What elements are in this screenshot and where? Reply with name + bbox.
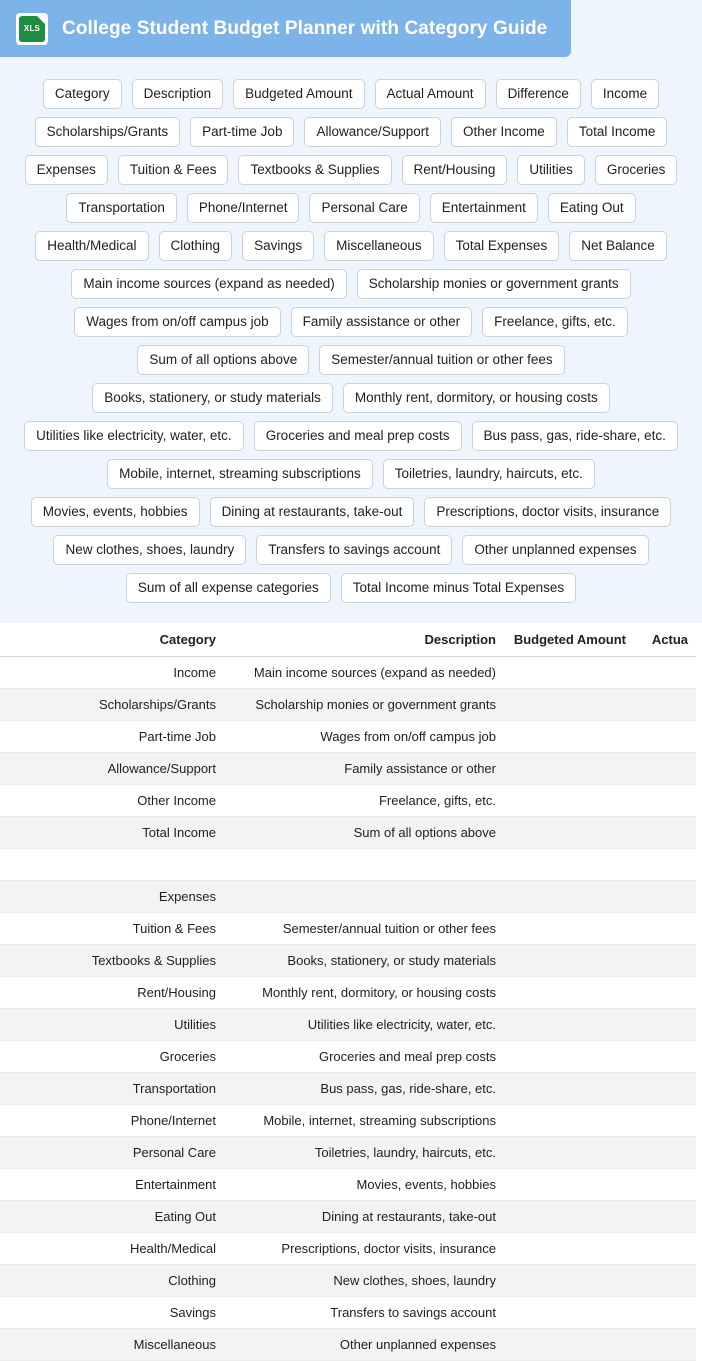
budgeted-amount-cell[interactable] [504,1297,634,1329]
chip-item[interactable]: Actual Amount [375,79,486,109]
row-number-cell[interactable] [0,1073,24,1105]
app-header [0,0,571,57]
row-number-cell[interactable] [0,1105,24,1137]
category-cell[interactable]: Miscellaneous [24,1329,224,1361]
description-cell[interactable]: Toiletries, laundry, haircuts, etc. [224,1137,504,1169]
category-cell[interactable]: Entertainment [24,1169,224,1201]
table-row[interactable] [0,1329,696,1361]
category-cell[interactable]: Rent/Housing [24,977,224,1009]
xls-icon-label: XLS [23,24,41,33]
table-row[interactable] [0,977,696,1009]
table-row[interactable] [0,1137,696,1169]
chip-item[interactable]: Expenses [25,155,108,185]
chip-item[interactable]: Phone/Internet [187,193,300,223]
row-number-cell[interactable] [0,721,24,753]
category-cell[interactable]: Health/Medical [24,1233,224,1265]
chip-item[interactable]: Transportation [66,193,177,223]
chip-item[interactable]: Books, stationery, or study materials [92,383,333,413]
description-cell[interactable]: Transfers to savings account [224,1297,504,1329]
chip-item[interactable]: Clothing [159,231,233,261]
budgeted-amount-cell[interactable] [504,1169,634,1201]
budgeted-amount-cell[interactable] [504,657,634,689]
budgeted-amount-cell[interactable] [504,913,634,945]
row-number-cell[interactable] [0,785,24,817]
chip-item[interactable]: New clothes, shoes, laundry [53,535,246,565]
description-cell[interactable]: Monthly rent, dormitory, or housing costs [224,977,504,1009]
category-cell[interactable]: Groceries [24,1041,224,1073]
table-row[interactable] [0,785,696,817]
chip-item[interactable]: Monthly rent, dormitory, or housing costs [343,383,610,413]
budgeted-amount-cell[interactable] [504,721,634,753]
actual-amount-cell[interactable] [634,817,696,849]
actual-amount-cell[interactable] [634,881,696,913]
category-cell[interactable] [24,849,224,881]
chip-item[interactable]: Category [43,79,122,109]
actual-amount-cell[interactable] [634,1073,696,1105]
row-number-cell[interactable] [0,945,24,977]
description-cell[interactable]: Bus pass, gas, ride-share, etc. [224,1073,504,1105]
table-row[interactable] [0,881,696,913]
row-number-cell[interactable] [0,1233,24,1265]
chip-item[interactable]: Prescriptions, doctor visits, insurance [424,497,671,527]
chip-item[interactable]: Other unplanned expenses [462,535,648,565]
actual-amount-cell[interactable] [634,977,696,1009]
row-number-cell[interactable] [0,753,24,785]
chip-item[interactable]: Entertainment [430,193,538,223]
row-number-cell[interactable] [0,1201,24,1233]
chip-item[interactable]: Allowance/Support [304,117,441,147]
row-number-cell[interactable] [0,977,24,1009]
description-cell[interactable]: Semester/annual tuition or other fees [224,913,504,945]
chip-item[interactable]: Dining at restaurants, take-out [210,497,415,527]
row-number-cell[interactable] [0,689,24,721]
actual-amount-cell[interactable] [634,657,696,689]
category-cell[interactable]: Personal Care [24,1137,224,1169]
column-header-rownum[interactable] [0,623,24,657]
table-row[interactable] [0,913,696,945]
chip-item[interactable]: Income [591,79,659,109]
category-cell[interactable]: Scholarships/Grants [24,689,224,721]
row-number-cell[interactable] [0,881,24,913]
chip-list [0,57,702,609]
row-number-cell[interactable] [0,1329,24,1361]
actual-amount-cell[interactable] [634,1105,696,1137]
chip-item[interactable]: Movies, events, hobbies [31,497,200,527]
chip-item[interactable]: Semester/annual tuition or other fees [319,345,564,375]
description-cell[interactable]: Freelance, gifts, etc. [224,785,504,817]
actual-amount-cell[interactable] [634,1041,696,1073]
budgeted-amount-cell[interactable] [504,1201,634,1233]
chip-item[interactable]: Sum of all expense categories [126,573,331,603]
chip-item[interactable]: Budgeted Amount [233,79,364,109]
row-number-cell[interactable] [0,817,24,849]
description-cell[interactable]: Utilities like electricity, water, etc. [224,1009,504,1041]
table-row[interactable] [0,1009,696,1041]
category-cell[interactable]: Part-time Job [24,721,224,753]
chip-item[interactable]: Groceries [595,155,678,185]
table-row[interactable] [0,721,696,753]
table-row[interactable] [0,849,696,881]
budgeted-amount-cell[interactable] [504,1233,634,1265]
chip-item[interactable]: Savings [242,231,314,261]
chip-item[interactable]: Other Income [451,117,557,147]
category-cell[interactable]: Expenses [24,881,224,913]
budgeted-amount-cell[interactable] [504,785,634,817]
row-number-cell[interactable] [0,657,24,689]
budgeted-amount-cell[interactable] [504,881,634,913]
chip-item[interactable]: Scholarships/Grants [35,117,181,147]
spreadsheet-table-container[interactable] [0,623,702,1361]
chip-item[interactable]: Part-time Job [190,117,294,147]
description-cell[interactable]: Books, stationery, or study materials [224,945,504,977]
chip-item[interactable]: Health/Medical [35,231,148,261]
budgeted-amount-cell[interactable] [504,1009,634,1041]
description-cell[interactable]: Other unplanned expenses [224,1329,504,1361]
actual-amount-cell[interactable] [634,1297,696,1329]
budgeted-amount-cell[interactable] [504,1041,634,1073]
chip-item[interactable]: Groceries and meal prep costs [254,421,462,451]
table-row[interactable] [0,1073,696,1105]
chip-item[interactable]: Rent/Housing [402,155,508,185]
category-cell[interactable]: Total Income [24,817,224,849]
table-row[interactable] [0,1169,696,1201]
chip-item[interactable]: Description [132,79,224,109]
actual-amount-cell[interactable] [634,1009,696,1041]
description-cell[interactable] [224,849,504,881]
budgeted-amount-cell[interactable] [504,1105,634,1137]
chip-item[interactable]: Total Income [567,117,668,147]
description-cell[interactable]: Prescriptions, doctor visits, insurance [224,1233,504,1265]
category-cell[interactable]: Utilities [24,1009,224,1041]
row-number-cell[interactable] [0,1297,24,1329]
category-cell[interactable]: Other Income [24,785,224,817]
description-cell[interactable]: Scholarship monies or government grants [224,689,504,721]
actual-amount-cell[interactable] [634,945,696,977]
budgeted-amount-cell[interactable] [504,849,634,881]
column-header-description[interactable]: Description [224,623,504,657]
actual-amount-cell[interactable] [634,721,696,753]
table-header-row [0,623,696,657]
category-cell[interactable]: Income [24,657,224,689]
chip-item[interactable]: Utilities [517,155,585,185]
actual-amount-cell[interactable] [634,1329,696,1361]
category-cell[interactable]: Transportation [24,1073,224,1105]
chip-item[interactable]: Bus pass, gas, ride-share, etc. [472,421,678,451]
budgeted-amount-cell[interactable] [504,977,634,1009]
chip-item[interactable]: Textbooks & Supplies [238,155,391,185]
budgeted-amount-cell[interactable] [504,689,634,721]
actual-amount-cell[interactable] [634,849,696,881]
column-header-category[interactable]: Category [24,623,224,657]
chip-item[interactable]: Total Income minus Total Expenses [341,573,576,603]
chip-item[interactable]: Eating Out [548,193,636,223]
description-cell[interactable]: Dining at restaurants, take-out [224,1201,504,1233]
chip-item[interactable]: Wages from on/off campus job [74,307,280,337]
chip-item[interactable]: Scholarship monies or government grants [357,269,631,299]
chip-item[interactable]: Toiletries, laundry, haircuts, etc. [383,459,595,489]
chip-item[interactable]: Main income sources (expand as needed) [71,269,346,299]
table-row[interactable] [0,945,696,977]
description-cell[interactable]: Mobile, internet, streaming subscriptions [224,1105,504,1137]
actual-amount-cell[interactable] [634,1201,696,1233]
table-body [0,657,696,1361]
row-number-cell[interactable] [0,849,24,881]
budgeted-amount-cell[interactable] [504,1329,634,1361]
category-cell[interactable]: Phone/Internet [24,1105,224,1137]
actual-amount-cell[interactable] [634,1137,696,1169]
column-header-budgeted-amount[interactable]: Budgeted Amount [504,623,634,657]
budgeted-amount-cell[interactable] [504,945,634,977]
chip-item[interactable]: Utilities like electricity, water, etc. [24,421,244,451]
row-number-cell[interactable] [0,1169,24,1201]
row-number-cell[interactable] [0,913,24,945]
chip-item[interactable]: Difference [496,79,581,109]
chip-item[interactable]: Tuition & Fees [118,155,229,185]
actual-amount-cell[interactable] [634,753,696,785]
description-cell[interactable]: Main income sources (expand as needed) [224,657,504,689]
description-cell[interactable]: Family assistance or other [224,753,504,785]
category-cell[interactable]: Allowance/Support [24,753,224,785]
row-number-cell[interactable] [0,1009,24,1041]
table-row[interactable] [0,1105,696,1137]
description-cell[interactable]: Wages from on/off campus job [224,721,504,753]
chip-item[interactable]: Personal Care [309,193,419,223]
chip-item[interactable]: Sum of all options above [137,345,309,375]
table-row[interactable] [0,689,696,721]
table-row[interactable] [0,1297,696,1329]
row-number-cell[interactable] [0,1137,24,1169]
actual-amount-cell[interactable] [634,1233,696,1265]
category-cell[interactable]: Savings [24,1297,224,1329]
chip-item[interactable]: Family assistance or other [291,307,473,337]
table-row[interactable] [0,657,696,689]
description-cell[interactable]: Movies, events, hobbies [224,1169,504,1201]
chip-item[interactable]: Net Balance [569,231,667,261]
category-cell[interactable]: Textbooks & Supplies [24,945,224,977]
table-row[interactable] [0,753,696,785]
chip-item[interactable]: Transfers to savings account [256,535,452,565]
spreadsheet-table [0,623,696,1361]
table-row[interactable] [0,817,696,849]
table-row[interactable] [0,1201,696,1233]
budgeted-amount-cell[interactable] [504,1073,634,1105]
description-cell[interactable]: Sum of all options above [224,817,504,849]
column-header-actual-amount[interactable]: Actua [634,623,696,657]
actual-amount-cell[interactable] [634,1169,696,1201]
actual-amount-cell[interactable] [634,913,696,945]
table-row[interactable] [0,1233,696,1265]
chip-item[interactable]: Total Expenses [444,231,560,261]
description-cell[interactable] [224,881,504,913]
category-cell[interactable]: Clothing [24,1265,224,1297]
chip-item[interactable]: Freelance, gifts, etc. [482,307,628,337]
budgeted-amount-cell[interactable] [504,817,634,849]
page-title: College Student Budget Planner with Category Guide [62,17,548,39]
budgeted-amount-cell[interactable] [504,753,634,785]
description-cell[interactable]: Groceries and meal prep costs [224,1041,504,1073]
description-cell[interactable]: New clothes, shoes, laundry [224,1265,504,1297]
chip-item[interactable]: Mobile, internet, streaming subscriptions [107,459,373,489]
budgeted-amount-cell[interactable] [504,1137,634,1169]
table-row[interactable] [0,1041,696,1073]
category-cell[interactable]: Eating Out [24,1201,224,1233]
chip-item[interactable]: Miscellaneous [324,231,434,261]
category-cell[interactable]: Tuition & Fees [24,913,224,945]
actual-amount-cell[interactable] [634,785,696,817]
xls-file-icon [16,13,48,45]
row-number-cell[interactable] [0,1041,24,1073]
actual-amount-cell[interactable] [634,689,696,721]
